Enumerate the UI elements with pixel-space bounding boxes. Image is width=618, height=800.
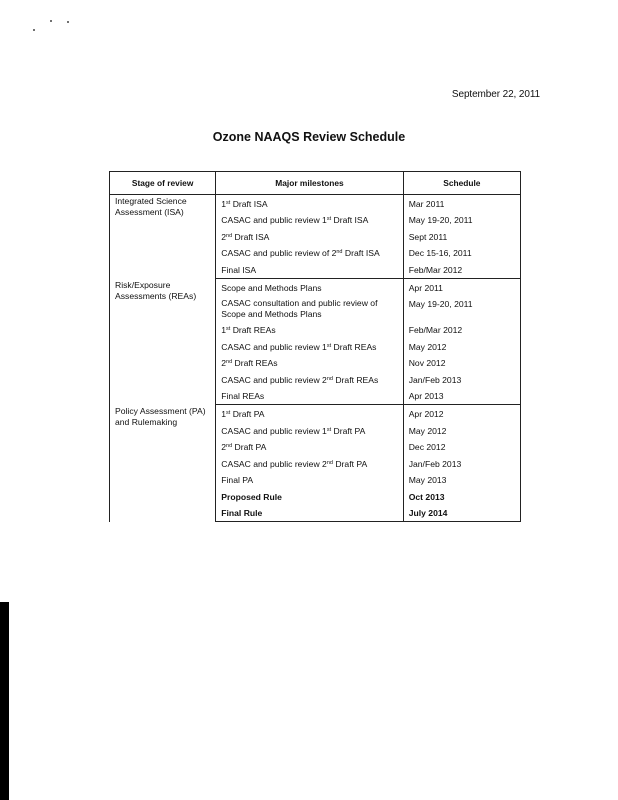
milestone-cell: Final Rule [216, 505, 403, 522]
header-schedule: Schedule [403, 172, 520, 195]
milestone-cell: CASAC and public review 2nd Draft REAs [216, 372, 403, 388]
schedule-cell: Mar 2011 [403, 195, 520, 213]
milestone-cell: Final REAs [216, 388, 403, 405]
milestone-cell: 1st Draft PA [216, 405, 403, 423]
schedule-cell: Jan/Feb 2013 [403, 456, 520, 472]
milestone-cell: 1st Draft ISA [216, 195, 403, 213]
schedule-cell: Apr 2011 [403, 279, 520, 297]
schedule-cell: Jan/Feb 2013 [403, 372, 520, 388]
table-row [110, 279, 521, 297]
milestone-cell: Scope and Methods Plans [216, 279, 403, 297]
table-row [110, 405, 521, 423]
stage-rea: Risk/Exposure Assessments (REAs) [110, 279, 216, 405]
stage-pa: Policy Assessment (PA) and Rulemaking [110, 405, 216, 522]
milestone-cell: CASAC and public review 1st Draft REAs [216, 339, 403, 355]
milestone-cell: Final ISA [216, 262, 403, 279]
schedule-cell: Apr 2013 [403, 388, 520, 405]
table-row [110, 195, 521, 213]
schedule-cell: Apr 2012 [403, 405, 520, 423]
scan-speck [33, 29, 35, 31]
milestone-cell: 2nd Draft PA [216, 439, 403, 455]
schedule-cell: July 2014 [403, 505, 520, 522]
milestone-cell: 1st Draft REAs [216, 322, 403, 338]
schedule-cell: Nov 2012 [403, 355, 520, 371]
milestone-cell: CASAC and public review 2nd Draft PA [216, 456, 403, 472]
milestone-cell: 2nd Draft REAs [216, 355, 403, 371]
milestone-cell: Proposed Rule [216, 489, 403, 505]
review-schedule-table [109, 171, 521, 522]
schedule-cell: Feb/Mar 2012 [403, 262, 520, 279]
table-header-row [110, 172, 521, 195]
scan-speck [67, 21, 69, 23]
schedule-cell: May 19-20, 2011 [403, 212, 520, 228]
header-stage: Stage of review [110, 172, 216, 195]
milestone-cell: CASAC and public review of 2nd Draft ISA [216, 245, 403, 261]
schedule-cell: Dec 2012 [403, 439, 520, 455]
milestone-cell: CASAC and public review 1st Draft ISA [216, 212, 403, 228]
schedule-cell: Sept 2011 [403, 229, 520, 245]
document-date: September 22, 2011 [451, 89, 540, 100]
scan-speck [50, 20, 52, 22]
schedule-cell: May 19-20, 2011 [403, 296, 520, 322]
milestone-cell: CASAC consultation and public review of Scope and Methods Plans [216, 296, 403, 322]
milestone-cell: 2nd Draft ISA [216, 229, 403, 245]
schedule-cell: Dec 15-16, 2011 [403, 245, 520, 261]
header-milestones: Major milestones [216, 172, 403, 195]
schedule-cell: Feb/Mar 2012 [403, 322, 520, 338]
document-title: Ozone NAAQS Review Schedule [212, 130, 406, 144]
schedule-cell: Oct 2013 [403, 489, 520, 505]
schedule-cell: May 2012 [403, 423, 520, 439]
schedule-cell: May 2012 [403, 339, 520, 355]
milestone-cell: CASAC and public review 1st Draft PA [216, 423, 403, 439]
scan-edge-bar [0, 602, 9, 800]
schedule-cell: May 2013 [403, 472, 520, 488]
stage-isa: Integrated Science Assessment (ISA) [110, 195, 216, 279]
milestone-cell: Final PA [216, 472, 403, 488]
